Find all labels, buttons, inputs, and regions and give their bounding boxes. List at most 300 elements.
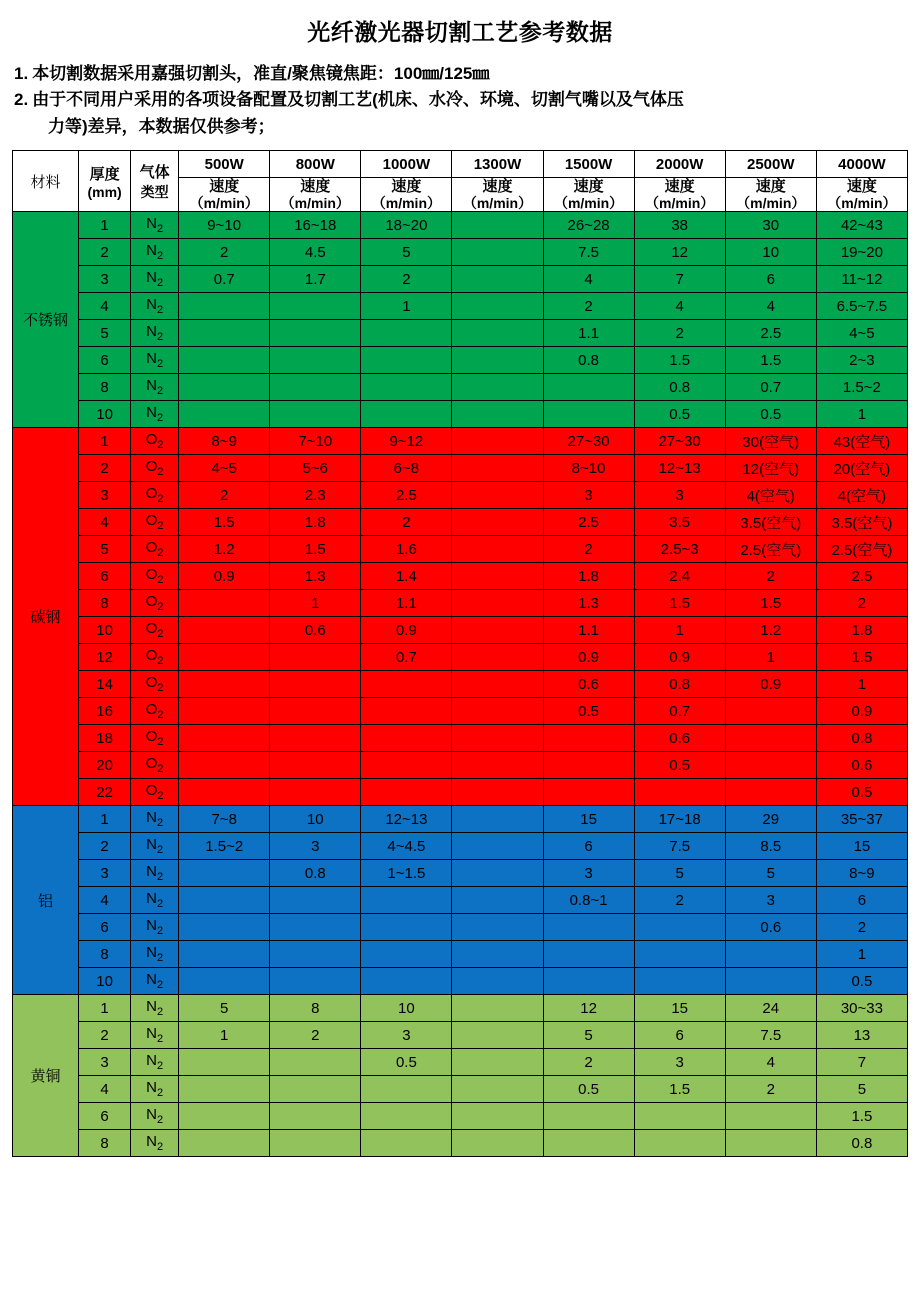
table-row — [13, 1049, 908, 1076]
speed-cell — [543, 779, 634, 806]
thickness-cell: 2 — [79, 239, 131, 266]
speed-cell — [270, 725, 361, 752]
gas-cell: $O_2$ — [131, 590, 179, 617]
header-speed-1500w — [543, 178, 634, 212]
header-gas-label: 气体 — [139, 163, 170, 181]
speed-cell: 1 — [816, 941, 907, 968]
speed-label: 速度 — [391, 178, 422, 196]
speed-cell: 30(空气) — [725, 428, 816, 455]
speed-cell — [725, 968, 816, 995]
speed-cell: 1 — [270, 590, 361, 617]
speed-cell: 12~13 — [634, 455, 725, 482]
speed-label: 速度 — [846, 178, 877, 196]
table-row — [13, 401, 908, 428]
speed-cell — [452, 860, 543, 887]
speed-cell: 1.5 — [179, 509, 270, 536]
gas-cell: $N_2$ — [131, 1130, 179, 1157]
speed-cell — [179, 590, 270, 617]
speed-cell — [270, 1049, 361, 1076]
speed-cell: 2 — [179, 482, 270, 509]
speed-cell: 2.5~3 — [634, 536, 725, 563]
speed-cell: 11~12 — [816, 266, 907, 293]
speed-cell — [452, 1103, 543, 1130]
gas-cell: $N_2$ — [131, 266, 179, 293]
header-speed-1300w — [452, 178, 543, 212]
speed-cell — [725, 941, 816, 968]
speed-cell: 1~1.5 — [361, 860, 452, 887]
header-speed-4000w — [816, 178, 907, 212]
speed-cell: 0.8 — [634, 671, 725, 698]
speed-cell — [452, 617, 543, 644]
speed-cell: 0.7 — [179, 266, 270, 293]
speed-cell: 4~5 — [179, 455, 270, 482]
thickness-cell: 1 — [79, 428, 131, 455]
speed-cell: 5 — [543, 1022, 634, 1049]
speed-cell — [452, 401, 543, 428]
speed-cell: 10 — [725, 239, 816, 266]
speed-cell — [179, 1049, 270, 1076]
speed-cell: 1.5~2 — [179, 833, 270, 860]
speed-cell — [452, 1049, 543, 1076]
speed-cell — [361, 1103, 452, 1130]
speed-cell — [179, 779, 270, 806]
speed-cell — [634, 941, 725, 968]
speed-cell: 2.5(空气) — [816, 536, 907, 563]
thickness-cell: 10 — [79, 401, 131, 428]
speed-cell: 1.1 — [543, 617, 634, 644]
speed-cell — [452, 833, 543, 860]
speed-cell — [179, 941, 270, 968]
thickness-cell: 8 — [79, 1130, 131, 1157]
speed-cell — [634, 1130, 725, 1157]
gas-cell: $O_2$ — [131, 428, 179, 455]
speed-unit: （m/min） — [371, 195, 441, 212]
speed-cell: 3 — [725, 887, 816, 914]
header-speed-2000w — [634, 178, 725, 212]
speed-cell: 5 — [361, 239, 452, 266]
speed-cell — [179, 320, 270, 347]
speed-cell: 3 — [361, 1022, 452, 1049]
speed-cell: 18~20 — [361, 212, 452, 239]
speed-cell — [543, 374, 634, 401]
table-row — [13, 833, 908, 860]
speed-cell — [452, 806, 543, 833]
speed-cell — [179, 1103, 270, 1130]
speed-cell: 12(空气) — [725, 455, 816, 482]
speed-cell — [270, 644, 361, 671]
thickness-cell: 3 — [79, 266, 131, 293]
gas-cell: $O_2$ — [131, 752, 179, 779]
speed-cell — [179, 644, 270, 671]
speed-cell — [361, 779, 452, 806]
header-power-800w: 800W — [270, 151, 361, 178]
speed-cell — [361, 1076, 452, 1103]
speed-cell — [270, 698, 361, 725]
note-2-text: 由于不同用户采用的各项设备配置及切割工艺(机床、水冷、环境、切割气嘴以及气体压 — [32, 90, 684, 110]
speed-cell: 0.6 — [816, 752, 907, 779]
thickness-cell: 20 — [79, 752, 131, 779]
thickness-cell: 6 — [79, 914, 131, 941]
speed-cell — [179, 374, 270, 401]
table-row — [13, 1103, 908, 1130]
header-gas — [131, 151, 179, 212]
speed-label: 速度 — [573, 178, 604, 196]
thickness-cell: 12 — [79, 644, 131, 671]
table-row — [13, 806, 908, 833]
speed-unit: （m/min） — [462, 195, 533, 212]
thickness-cell: 4 — [79, 293, 131, 320]
thickness-cell: 4 — [79, 1076, 131, 1103]
speed-cell — [725, 1130, 816, 1157]
speed-cell — [361, 347, 452, 374]
table-row — [13, 617, 908, 644]
speed-cell — [361, 671, 452, 698]
material-cell: 铝 — [13, 806, 79, 995]
thickness-cell: 2 — [79, 455, 131, 482]
table-row — [13, 239, 908, 266]
speed-unit: （m/min） — [189, 195, 259, 212]
speed-cell: 0.7 — [725, 374, 816, 401]
speed-cell: 16~18 — [270, 212, 361, 239]
speed-cell: 1.5 — [816, 644, 907, 671]
speed-cell: 1 — [179, 1022, 270, 1049]
thickness-cell: 14 — [79, 671, 131, 698]
speed-cell: 2 — [725, 1076, 816, 1103]
speed-cell: 1 — [725, 644, 816, 671]
speed-cell: 4~4.5 — [361, 833, 452, 860]
speed-cell: 8~9 — [179, 428, 270, 455]
speed-cell: 7.5 — [725, 1022, 816, 1049]
speed-cell: 4~5 — [816, 320, 907, 347]
speed-cell — [543, 968, 634, 995]
speed-cell: 2 — [543, 536, 634, 563]
table-row — [13, 320, 908, 347]
speed-cell: 5 — [725, 860, 816, 887]
speed-cell — [270, 752, 361, 779]
speed-cell: 2 — [361, 266, 452, 293]
header-speed-1000w — [361, 178, 452, 212]
table-row — [13, 644, 908, 671]
speed-cell — [270, 1130, 361, 1157]
speed-cell: 7.5 — [634, 833, 725, 860]
table-row — [13, 563, 908, 590]
speed-cell: 6.5~7.5 — [816, 293, 907, 320]
speed-cell — [452, 428, 543, 455]
speed-cell: 15 — [543, 806, 634, 833]
speed-cell: 0.5 — [816, 968, 907, 995]
header-power-2500w: 2500W — [725, 151, 816, 178]
speed-cell — [179, 671, 270, 698]
gas-cell: $O_2$ — [131, 536, 179, 563]
header-power-1300w: 1300W — [452, 151, 543, 178]
speed-cell — [452, 212, 543, 239]
speed-cell — [361, 320, 452, 347]
speed-cell: 0.5 — [543, 1076, 634, 1103]
speed-cell: 1.2 — [725, 617, 816, 644]
speed-cell — [452, 509, 543, 536]
speed-cell: 6~8 — [361, 455, 452, 482]
speed-cell: 1 — [816, 401, 907, 428]
thickness-cell: 3 — [79, 860, 131, 887]
speed-cell: 6 — [634, 1022, 725, 1049]
speed-cell: 4.5 — [270, 239, 361, 266]
speed-cell — [452, 293, 543, 320]
table-row — [13, 293, 908, 320]
note-2-number: 2. — [14, 90, 29, 110]
speed-cell — [543, 1130, 634, 1157]
table-row — [13, 887, 908, 914]
speed-cell — [452, 374, 543, 401]
speed-cell — [452, 941, 543, 968]
header-power-4000w: 4000W — [816, 151, 907, 178]
table-row — [13, 995, 908, 1022]
speed-cell: 2 — [361, 509, 452, 536]
speed-cell — [179, 1130, 270, 1157]
speed-cell — [270, 779, 361, 806]
thickness-cell: 6 — [79, 563, 131, 590]
speed-cell: 7.5 — [543, 239, 634, 266]
table-body — [13, 212, 908, 1157]
gas-cell: $N_2$ — [131, 806, 179, 833]
speed-cell: 1.3 — [270, 563, 361, 590]
note-1-number: 1. — [14, 64, 29, 83]
speed-cell — [361, 941, 452, 968]
speed-cell — [179, 968, 270, 995]
thickness-cell: 5 — [79, 536, 131, 563]
speed-unit: （m/min） — [645, 195, 715, 212]
speed-cell — [270, 347, 361, 374]
table-head — [13, 151, 908, 212]
speed-label: 速度 — [209, 178, 240, 196]
speed-cell — [179, 725, 270, 752]
speed-cell — [270, 671, 361, 698]
speed-cell — [361, 725, 452, 752]
speed-cell: 1.5 — [634, 347, 725, 374]
speed-cell: 2 — [725, 563, 816, 590]
gas-cell: $O_2$ — [131, 698, 179, 725]
speed-cell: 5 — [816, 1076, 907, 1103]
speed-cell: 4(空气) — [725, 482, 816, 509]
gas-cell: $N_2$ — [131, 914, 179, 941]
table-row — [13, 752, 908, 779]
speed-cell: 1 — [361, 293, 452, 320]
header-gas-label-2: 类型 — [140, 183, 169, 200]
gas-cell: $N_2$ — [131, 239, 179, 266]
thickness-cell: 1 — [79, 995, 131, 1022]
speed-cell — [270, 374, 361, 401]
speed-cell — [361, 698, 452, 725]
header-speed-800w — [270, 178, 361, 212]
gas-cell: $O_2$ — [131, 509, 179, 536]
speed-cell: 1.1 — [361, 590, 452, 617]
speed-label: 速度 — [300, 178, 331, 196]
speed-cell — [270, 293, 361, 320]
speed-cell: 2~3 — [816, 347, 907, 374]
speed-cell: 2 — [179, 239, 270, 266]
speed-cell: 3 — [543, 860, 634, 887]
speed-cell — [543, 941, 634, 968]
speed-cell — [725, 752, 816, 779]
speed-cell: 27~30 — [543, 428, 634, 455]
speed-cell: 1.7 — [270, 266, 361, 293]
speed-cell — [270, 887, 361, 914]
thickness-cell: 22 — [79, 779, 131, 806]
speed-cell — [725, 1103, 816, 1130]
speed-cell — [452, 752, 543, 779]
speed-cell — [361, 1130, 452, 1157]
thickness-cell: 10 — [79, 617, 131, 644]
speed-cell: 0.6 — [270, 617, 361, 644]
speed-cell: 7 — [816, 1049, 907, 1076]
speed-cell: 4(空气) — [816, 482, 907, 509]
speed-cell: 0.9 — [634, 644, 725, 671]
gas-cell: $N_2$ — [131, 1103, 179, 1130]
gas-cell: $N_2$ — [131, 401, 179, 428]
speed-cell: 9~12 — [361, 428, 452, 455]
speed-cell — [452, 914, 543, 941]
speed-cell: 17~18 — [634, 806, 725, 833]
speed-cell: 1.5~2 — [816, 374, 907, 401]
speed-cell — [361, 887, 452, 914]
note-1 — [14, 61, 908, 87]
speed-cell — [179, 293, 270, 320]
speed-cell: 0.9 — [725, 671, 816, 698]
speed-cell: 0.5 — [634, 752, 725, 779]
table-row — [13, 914, 908, 941]
table-row — [13, 212, 908, 239]
speed-cell: 2.5 — [816, 563, 907, 590]
gas-cell: $N_2$ — [131, 293, 179, 320]
material-cell: 不锈钢 — [13, 212, 79, 428]
speed-cell: 42~43 — [816, 212, 907, 239]
gas-cell: $N_2$ — [131, 860, 179, 887]
speed-cell: 0.5 — [816, 779, 907, 806]
speed-cell — [452, 266, 543, 293]
speed-cell — [725, 779, 816, 806]
table-row — [13, 779, 908, 806]
speed-cell: 2 — [543, 1049, 634, 1076]
thickness-cell: 8 — [79, 941, 131, 968]
speed-cell — [452, 779, 543, 806]
speed-cell — [452, 455, 543, 482]
table-row — [13, 347, 908, 374]
thickness-cell: 8 — [79, 590, 131, 617]
gas-cell: $N_2$ — [131, 941, 179, 968]
speed-unit: （m/min） — [280, 195, 350, 212]
speed-cell: 1.8 — [543, 563, 634, 590]
table-row — [13, 374, 908, 401]
gas-cell: $N_2$ — [131, 1049, 179, 1076]
gas-cell: $N_2$ — [131, 833, 179, 860]
speed-cell — [179, 752, 270, 779]
header-thickness-unit: (mm) — [87, 183, 122, 200]
gas-cell: $N_2$ — [131, 995, 179, 1022]
speed-cell: 0.9 — [361, 617, 452, 644]
speed-cell — [361, 752, 452, 779]
table-row — [13, 455, 908, 482]
header-speed-2500w — [725, 178, 816, 212]
speed-cell — [179, 617, 270, 644]
speed-cell: 27~30 — [634, 428, 725, 455]
speed-cell — [634, 779, 725, 806]
speed-cell: 2 — [816, 590, 907, 617]
speed-cell — [270, 401, 361, 428]
speed-cell: 38 — [634, 212, 725, 239]
speed-cell — [452, 995, 543, 1022]
gas-cell: $N_2$ — [131, 347, 179, 374]
thickness-cell: 4 — [79, 509, 131, 536]
speed-cell — [361, 374, 452, 401]
material-cell: 碳钢 — [13, 428, 79, 806]
speed-cell: 7~8 — [179, 806, 270, 833]
speed-cell: 0.5 — [543, 698, 634, 725]
gas-cell: $N_2$ — [131, 887, 179, 914]
speed-cell: 10 — [361, 995, 452, 1022]
speed-cell: 4 — [543, 266, 634, 293]
speed-cell — [270, 914, 361, 941]
speed-cell — [270, 968, 361, 995]
speed-cell — [452, 347, 543, 374]
gas-cell: $O_2$ — [131, 644, 179, 671]
speed-cell: 30 — [725, 212, 816, 239]
table-row — [13, 1022, 908, 1049]
thickness-cell: 3 — [79, 482, 131, 509]
header-power-500w: 500W — [179, 151, 270, 178]
speed-cell: 26~28 — [543, 212, 634, 239]
speed-cell: 20(空气) — [816, 455, 907, 482]
speed-cell: 43(空气) — [816, 428, 907, 455]
speed-cell: 2.5 — [361, 482, 452, 509]
gas-cell: $O_2$ — [131, 482, 179, 509]
speed-cell — [179, 347, 270, 374]
table-row — [13, 725, 908, 752]
speed-unit: （m/min） — [827, 195, 897, 212]
speed-cell: 8~9 — [816, 860, 907, 887]
gas-cell: $O_2$ — [131, 779, 179, 806]
speed-cell: 2.5 — [543, 509, 634, 536]
speed-cell — [543, 914, 634, 941]
speed-cell: 1.8 — [270, 509, 361, 536]
speed-cell — [361, 968, 452, 995]
table-row — [13, 968, 908, 995]
speed-cell: 9~10 — [179, 212, 270, 239]
speed-cell: 4 — [725, 1049, 816, 1076]
speed-cell: 4 — [634, 293, 725, 320]
thickness-cell: 3 — [79, 1049, 131, 1076]
page-title: 光纤激光器切割工艺参考数据 — [307, 19, 613, 45]
speed-unit: （m/min） — [553, 195, 624, 212]
speed-cell: 0.8 — [543, 347, 634, 374]
speed-cell — [543, 1103, 634, 1130]
speed-cell: 0.8 — [816, 1130, 907, 1157]
thickness-cell: 6 — [79, 1103, 131, 1130]
speed-cell: 10 — [270, 806, 361, 833]
speed-cell — [270, 320, 361, 347]
speed-cell: 2.5 — [725, 320, 816, 347]
table-row — [13, 1130, 908, 1157]
speed-cell: 0.9 — [179, 563, 270, 590]
speed-cell: 0.8 — [816, 725, 907, 752]
speed-cell — [725, 725, 816, 752]
speed-cell — [543, 401, 634, 428]
speed-cell: 0.9 — [816, 698, 907, 725]
speed-label: 速度 — [755, 178, 786, 196]
thickness-cell: 8 — [79, 374, 131, 401]
speed-cell: 0.6 — [543, 671, 634, 698]
note-2 — [14, 87, 908, 113]
speed-cell: 1 — [816, 671, 907, 698]
speed-cell — [634, 914, 725, 941]
